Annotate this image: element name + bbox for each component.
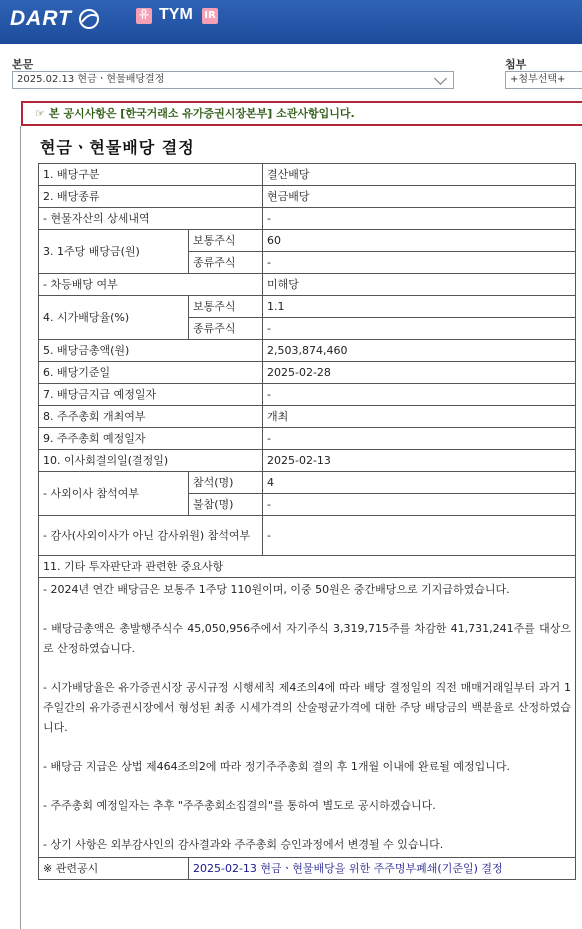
row-sublabel: 종류주식 — [189, 318, 263, 340]
table-row — [39, 556, 576, 578]
row-value: 4 — [263, 472, 576, 494]
row-label: 7. 배당금지급 예정일자 — [39, 384, 263, 406]
document-title: 현금ㆍ현물배당 결정 — [40, 138, 195, 157]
row-value: - — [263, 428, 576, 450]
note-paragraph: - 상기 사항은 외부감사인의 감사결과와 주주총회 승인과정에서 변경될 수 있습니다. — [43, 838, 444, 851]
row-value: - — [263, 494, 576, 516]
table-row — [39, 516, 576, 556]
related-label: ※ 관련공시 — [39, 858, 189, 880]
row-value: 현금배당 — [263, 186, 576, 208]
jurisdiction-notice — [21, 101, 582, 126]
attach-select[interactable] — [505, 71, 582, 89]
table-row — [39, 186, 576, 208]
note-paragraph: - 시가배당율은 유가증권시장 공시규정 시행세칙 제4조의4에 따라 배당 결정일의 직전 매매거래일부터 과거 1주일간의 유가증권시장에서 형성된 최종 시세가격의 산술평균가격에 대한 주당 배당금의 백분율로 산정하였습니다. — [43, 681, 571, 734]
top-bar — [0, 0, 582, 44]
row-sublabel: 보통주식 — [189, 296, 263, 318]
table-row — [39, 384, 576, 406]
table-row — [39, 230, 576, 252]
pointing-hand-icon: ☞ — [35, 107, 45, 120]
row-sublabel: 불참(명) — [189, 494, 263, 516]
row-value: - — [263, 208, 576, 230]
dart-logo-icon — [78, 8, 100, 30]
note-paragraph: - 2024년 연간 배당금은 보통주 1주당 110원이며, 이중 50원은 중간배당으로 기지급하였습니다. — [43, 583, 510, 596]
market-badge: 유 — [136, 8, 152, 24]
row-sublabel: 종류주식 — [189, 252, 263, 274]
row-value: 2025-02-13 — [263, 450, 576, 472]
row-value: - — [263, 516, 576, 556]
row-label: 4. 시가배당율(%) — [39, 296, 189, 340]
notice-text: 본 공시사항은 [한국거래소 유가증권시장본부] 소관사항입니다. — [48, 107, 355, 120]
row-label: 10. 이사회결의일(결정일) — [39, 450, 263, 472]
row-label: 8. 주주총회 개최여부 — [39, 406, 263, 428]
row-label: - 차등배당 여부 — [39, 274, 263, 296]
row-label: - 현물자산의 상세내역 — [39, 208, 263, 230]
row-value: - — [263, 318, 576, 340]
row-label: - 감사(사외이사가 아닌 감사위원) 참석여부 — [39, 516, 263, 556]
table-row — [39, 428, 576, 450]
row-value: - — [263, 384, 576, 406]
row-label: 6. 배당기준일 — [39, 362, 263, 384]
report-select-value: 2025.02.13 현금ㆍ현물배당결정 — [17, 74, 165, 85]
document-frame-border — [20, 126, 21, 929]
note-paragraph: - 배당금총액은 총발행주식수 45,050,956주에서 자기주식 3,319,715주를 차감한 41,731,241주를 대상으로 산정하였습니다. — [43, 622, 571, 655]
row-label: 3. 1주당 배당금(원) — [39, 230, 189, 274]
row-value: 60 — [263, 230, 576, 252]
row-value: 결산배당 — [263, 164, 576, 186]
report-select[interactable] — [12, 71, 454, 89]
row-value: 2,503,874,460 — [263, 340, 576, 362]
row-value: 개최 — [263, 406, 576, 428]
table-row — [39, 340, 576, 362]
row-label: 2. 배당종류 — [39, 186, 263, 208]
attach-section-label: 첨부 — [505, 58, 527, 71]
chevron-down-icon — [434, 72, 447, 85]
related-disclosure-link[interactable]: 2025-02-13 현금ㆍ현물배당을 위한 주주명부폐쇄(기준일) 결정 — [189, 858, 576, 880]
note-paragraph: - 배당금 지급은 상법 제464조의2에 따라 정기주주총회 결의 후 1개월 이내에 완료될 예정입니다. — [43, 760, 510, 773]
ir-badge[interactable]: IR — [202, 8, 218, 24]
row-label: 11. 기타 투자판단과 관련한 중요사항 — [39, 556, 576, 578]
table-row — [39, 296, 576, 318]
row-value: 미해당 — [263, 274, 576, 296]
row-sublabel: 보통주식 — [189, 230, 263, 252]
row-value: 2025-02-28 — [263, 362, 576, 384]
row-value: 1.1 — [263, 296, 576, 318]
row-label: 9. 주주총회 예정일자 — [39, 428, 263, 450]
table-row — [39, 450, 576, 472]
main-section-label: 본문 — [12, 58, 34, 71]
table-row — [39, 208, 576, 230]
table-row — [39, 164, 576, 186]
row-value: - — [263, 252, 576, 274]
table-row — [39, 472, 576, 494]
note-paragraph: - 주주총회 예정일자는 추후 "주주총회소집결의"를 통하여 별도로 공시하겠습니다. — [43, 799, 436, 812]
table-row — [39, 274, 576, 296]
disclosure-table — [38, 163, 576, 880]
table-row — [39, 578, 576, 858]
table-row — [39, 406, 576, 428]
attach-select-value: +첨부선택+ — [510, 74, 566, 85]
notes-cell — [39, 578, 576, 858]
row-label: 5. 배당금총액(원) — [39, 340, 263, 362]
row-label: - 사외이사 참석여부 — [39, 472, 189, 516]
row-sublabel: 참석(명) — [189, 472, 263, 494]
dart-logo[interactable]: DART — [10, 7, 72, 30]
company-name[interactable]: TYM — [159, 6, 193, 23]
table-row — [39, 858, 576, 880]
row-label: 1. 배당구분 — [39, 164, 263, 186]
table-row — [39, 362, 576, 384]
